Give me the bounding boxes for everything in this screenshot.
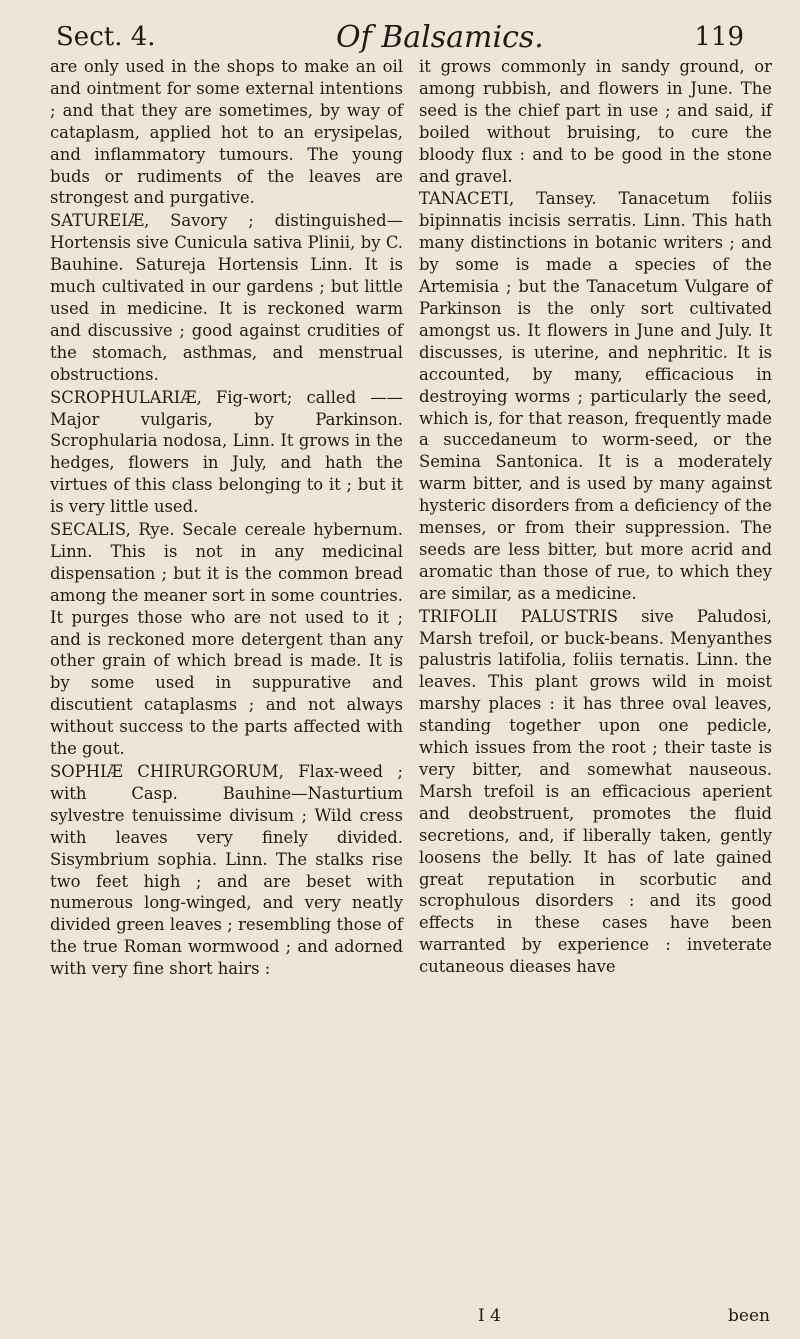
- paragraph: TANACETI, Tansey. Tanacetum foliis bipinnatis incisis serratis. Linn. This hath many distinctions in botanic writers ; and by some is made a species of the Artemisia ; but the Tanacetum Vulgare of Parkinson is the only sort cultivated amongst us. It flowers in June and July. It discusses, is uterine, and nephritic. It is accounted, by many, efficacious in destroying worms ; particularly the seed, which is, for that reason, frequently made a succedaneum to worm-seed, or the Semina Santonica. It is a moderately warm bitter, and is used by many against hysteric disorders from a deficiency of the menses, or from their suppression. The seeds are less bitter, but more acrid and aromatic than those of rue, to which they are similar, as a medicine.: [419, 189, 772, 603]
- running-header: [50, 14, 778, 58]
- paragraph: SCROPHULARIÆ, Fig-wort; called —— Major vulgaris, by Parkinson. Scrophularia nodosa, Linn. It grows in the hedges, flowers in July, and hath the virtues of this class belonging to it ; but it is very little used.: [50, 387, 403, 517]
- paragraph: SATUREIÆ, Savory ; distinguished—Hortensis sive Cunicula sativa Plinii, by C. Bauhine. Satureja Hortensis Linn. It is much cultivated in our gardens ; but little used in medicine. It is reckoned warm and discussive ; good against crudities of the stomach, asthmas, and menstrual obstructions.: [50, 211, 403, 384]
- signature-mark: I 4: [478, 1306, 501, 1326]
- paragraph: SOPHIÆ CHIRURGORUM, Flax-weed ; with Casp. Bauhine—Nasturtium sylvestre tenuissime divisum ; Wild cress with leaves very finely divided. Sisymbrium sophia. Linn. The stalks rise two feet high ; and are beset with numerous long-winged, and very neatly divided green leaves ; resembling those of the true Roman wormwood ; and adorned with very fine short hairs :: [50, 762, 403, 979]
- paragraph: SECALIS, Rye. Secale cereale hybernum. Linn. This is not in any medicinal dispensation ; but it is the common bread among the meaner sort in some countries. It purges those who are not used to it ; and is reckoned more detergent than any other grain of which bread is made. It is by some used in suppurative and discutient cataplasms ; and not always without success to the parts affected with the gout.: [50, 520, 403, 759]
- text-columns: [50, 56, 772, 980]
- left-column: [50, 56, 403, 980]
- page-number: 119: [694, 22, 744, 52]
- catchword: been: [728, 1306, 770, 1326]
- right-column: [419, 56, 772, 980]
- paragraph: it grows commonly in sandy ground, or among rubbish, and flowers in June. The seed is the chief part in use ; and said, if boiled without bruising, to cure the bloody flux : and to be good in the stone and gravel.: [419, 57, 772, 186]
- running-title: Of Balsamics.: [336, 20, 544, 55]
- section-label: Sect. 4.: [56, 22, 156, 52]
- paragraph: are only used in the shops to make an oil and ointment for some external intentions ; and that they are sometimes, by way of cataplasm, applied hot to an erysipelas, and inflammatory tumours. The young buds or rudiments of the leaves are strongest and purgative.: [50, 57, 403, 208]
- paragraph: TRIFOLII PALUSTRIS sive Paludosi, Marsh trefoil, or buck-beans. Menyanthes palustris latifolia, foliis ternatis. Linn. the leaves. This plant grows wild in moist marshy places : it has three oval leaves, standing together upon one pedicle, which issues from the root ; their taste is very bitter, and somewhat nauseous. Marsh trefoil is an efficacious aperient and deobstruent, promotes the fluid secretions, and, if liberally taken, gently loosens the belly. It has of late gained great reputation in scorbutic and scrophulous disorders : and its good effects in these cases have been warranted by experience : inveterate cutaneous dieases have: [419, 606, 772, 977]
